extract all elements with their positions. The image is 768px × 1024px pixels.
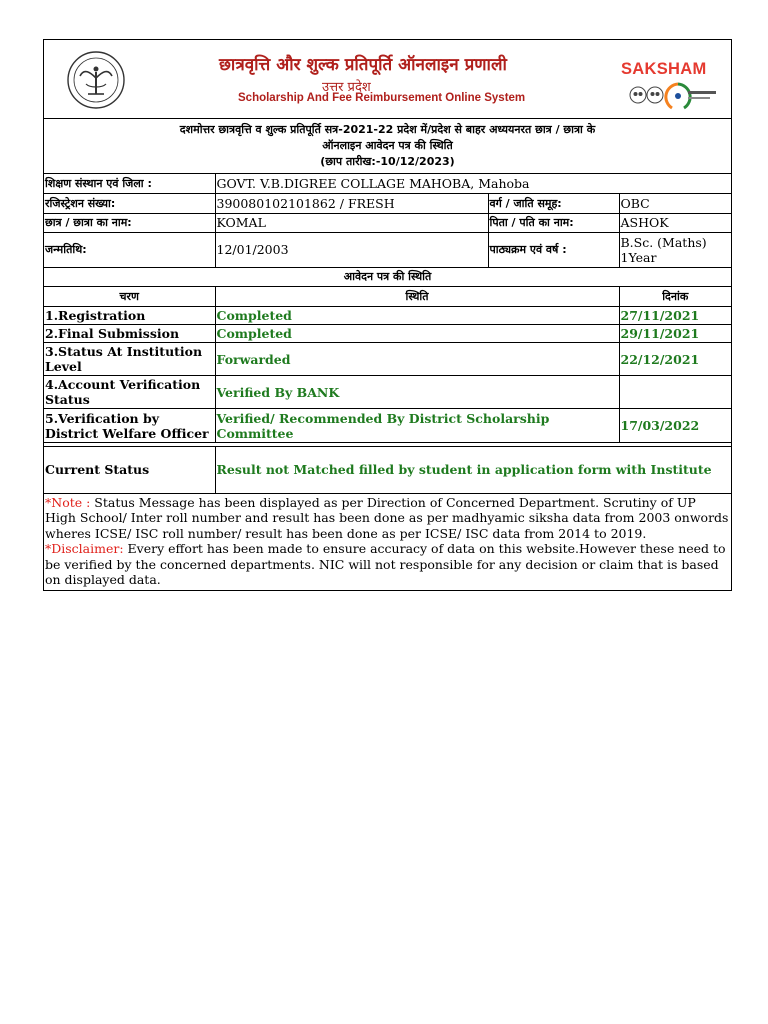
- status-cell: Completed: [215, 307, 619, 325]
- date-column-header: दिनांक: [619, 287, 731, 307]
- state-name-hindi: उत्तर प्रदेश: [322, 80, 371, 95]
- status-section-title: आवेदन पत्र की स्थिति: [44, 268, 731, 287]
- father-name-label: पिता / पति का नाम:: [488, 213, 619, 232]
- date-cell: 17/03/2022: [619, 409, 731, 443]
- print-date: (छाप तारीख:-10/12/2023): [320, 155, 455, 168]
- course-value: [619, 232, 731, 267]
- status-cell: Forwarded: [215, 343, 619, 376]
- disclaimer-label: *Disclaimer:: [45, 541, 124, 556]
- note-label: *Note :: [45, 494, 91, 510]
- disclaimer-text: Every effort has been made to ensure accuracy of data on this website.However these need to be verified by the concerned departments. NIC will not responsible for any decision or claim that is based on displayed data.: [45, 541, 726, 587]
- dob-label: जन्मतिथि:: [44, 232, 215, 267]
- table-row: [44, 343, 731, 376]
- stage-cell: 2.Final Submission: [44, 325, 215, 343]
- portal-title-english: Scholarship And Fee Reimbursement Online System: [238, 92, 526, 104]
- registration-label: रजिस्ट्रेशन संख्या:: [44, 193, 215, 213]
- page-header: [44, 40, 731, 119]
- current-status-label: Current Status: [44, 447, 215, 493]
- heading-line-title: ऑनलाइन आवेदन पत्र की स्थिति: [322, 139, 453, 152]
- stage-cell: 3.Status At Institution Level: [44, 343, 215, 376]
- registration-value: 390080102101862 / FRESH: [215, 193, 488, 213]
- current-status-table: [44, 447, 731, 494]
- stage-column-header: चरण: [44, 287, 215, 307]
- table-row: [44, 409, 731, 443]
- up-government-emblem-icon: [66, 50, 126, 110]
- date-cell: 27/11/2021: [619, 307, 731, 325]
- student-name-label: छात्र / छात्रा का नाम:: [44, 213, 215, 232]
- student-name-value: KOMAL: [215, 213, 488, 232]
- father-name-value: ASHOK: [619, 213, 731, 232]
- student-details-table: [44, 174, 731, 268]
- status-cell: Verified By BANK: [215, 376, 619, 409]
- course-name: B.Sc. (Maths): [620, 234, 707, 250]
- note-text: Status Message has been displayed as per Direction of Concerned Department. Scrutiny of UP High School/ Inter roll number and result has been done as per madhyamic siksha data from 2003 onwords wheres ICSE/ ISC roll number/ result has been done as per ICSE/ ISC data from 2014 to 2019.: [45, 494, 729, 541]
- status-cell: Completed: [215, 325, 619, 343]
- status-cell: Verified/ Recommended By District Scholarship Committee: [215, 409, 619, 443]
- course-year: 1Year: [620, 249, 657, 265]
- current-status-value: Result not Matched filled by student in application form with Institute: [215, 447, 731, 493]
- table-row: [44, 325, 731, 343]
- status-sheet: [43, 39, 732, 591]
- digital-india-logo-icon: [628, 80, 718, 112]
- notes-section: [44, 494, 731, 590]
- stage-cell: 5.Verification by District Welfare Officer: [44, 409, 215, 443]
- saksham-brand: SAKSHAM: [621, 60, 707, 78]
- stage-cell: 1.Registration: [44, 307, 215, 325]
- date-cell: 22/12/2021: [619, 343, 731, 376]
- table-row: [44, 307, 731, 325]
- date-cell: 29/11/2021: [619, 325, 731, 343]
- dob-value: 12/01/2003: [215, 232, 488, 267]
- date-cell: [619, 376, 731, 409]
- table-row: [44, 376, 731, 409]
- category-label: वर्ग / जाति समूह:: [488, 193, 619, 213]
- institution-label: शिक्षण संस्थान एवं जिला :: [44, 174, 215, 193]
- application-status-heading: [44, 119, 731, 174]
- application-status-table: [44, 268, 731, 444]
- heading-line-session: दशमोत्तर छात्रवृत्ति व शुल्क प्रतिपूर्ति सत्र-2021-22 प्रदेश में/प्रदेश से बाहर अध्ययनरत छात्र / छात्रा के: [179, 123, 596, 136]
- course-label: पाठ्यक्रम एवं वर्ष :: [488, 232, 619, 267]
- portal-title-hindi: छात्रवृत्ति और शुल्क प्रतिपूर्ति ऑनलाइन प्रणाली: [219, 55, 507, 75]
- institution-value: GOVT. V.B.DIGREE COLLAGE MAHOBA, Mahoba: [215, 174, 731, 193]
- stage-cell: 4.Account Verification Status: [44, 376, 215, 409]
- category-value: OBC: [619, 193, 731, 213]
- status-column-header: स्थिति: [215, 287, 619, 307]
